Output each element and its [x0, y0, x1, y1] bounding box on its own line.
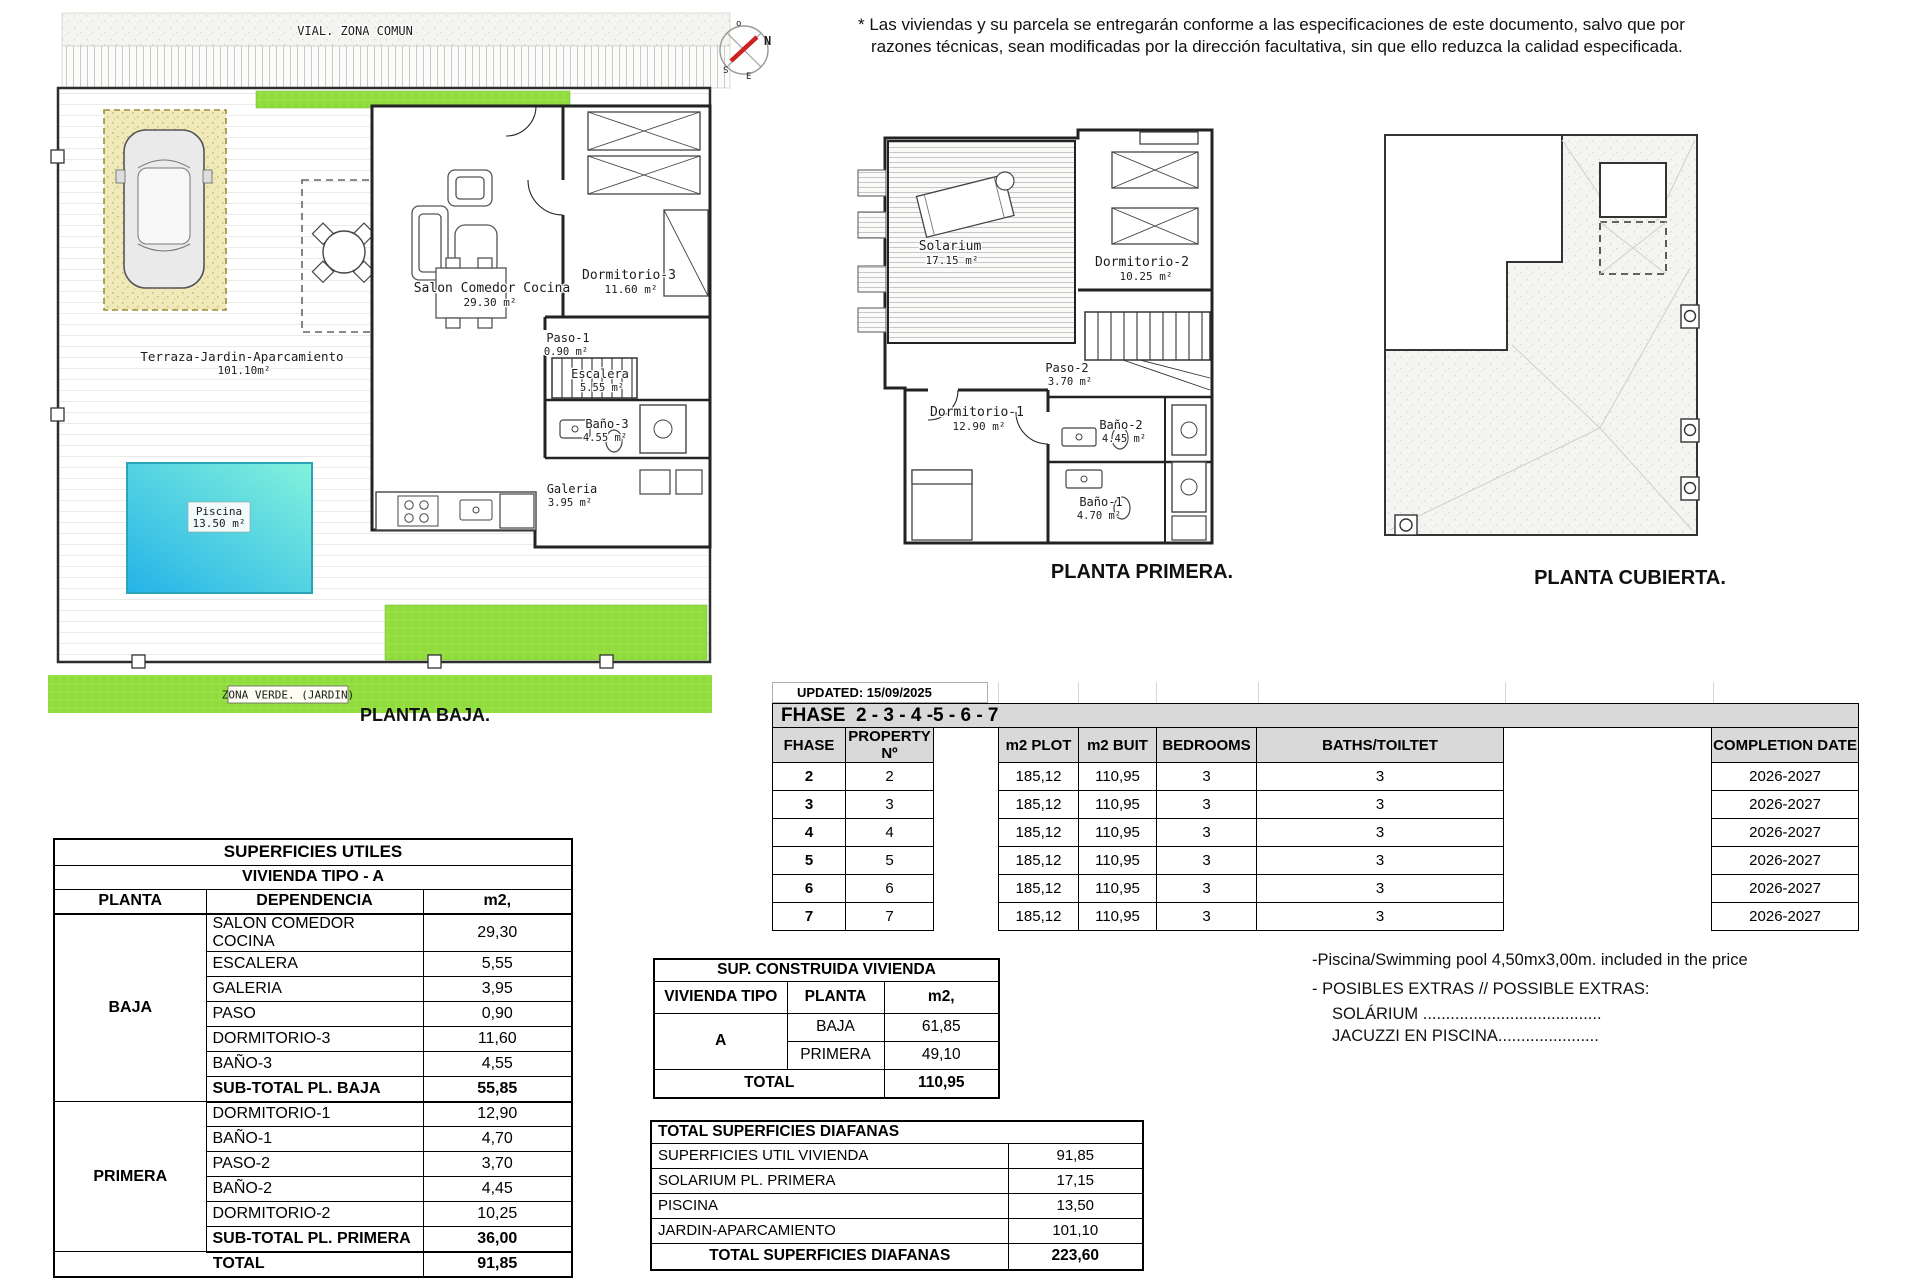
- bano1-area-label: 4.70 m²: [1076, 510, 1122, 522]
- col-header-m2: m2,: [423, 889, 572, 914]
- cell: 3: [1257, 791, 1504, 819]
- compass-north-label: N: [764, 34, 772, 48]
- cell: PASO-2: [206, 1152, 423, 1177]
- cell: 3: [1257, 819, 1504, 847]
- table-title: SUP. CONSTRUIDA VIVIENDA: [654, 959, 999, 981]
- cell: 12,90: [423, 1102, 572, 1127]
- gap-cell: [1504, 763, 1712, 791]
- cell: 3: [846, 791, 934, 819]
- disclaimer-line2: razones técnicas, sean modificadas por la dirección facultativa, sin que ello reduzca la calidad especificada.: [871, 37, 1683, 56]
- solarium-label: Solarium: [918, 239, 982, 254]
- planta-baja-plan: [48, 13, 730, 725]
- cell: 7: [846, 903, 934, 931]
- tipo-label: A: [654, 1013, 787, 1069]
- cell: 36,00: [423, 1227, 572, 1252]
- dormitorio2-area-label: 10.25 m²: [1119, 270, 1173, 283]
- cell: 3: [1157, 819, 1257, 847]
- cell: 110,95: [1079, 791, 1157, 819]
- cell: 110,95: [1079, 875, 1157, 903]
- cell: 4: [773, 819, 846, 847]
- superficies-utiles-table: [53, 838, 573, 1278]
- paso1-label: Paso-1: [546, 331, 590, 345]
- phase-row: [773, 763, 1859, 791]
- terraza-area-label: 101.10m²: [217, 364, 271, 377]
- cell: 5: [773, 847, 846, 875]
- cell: 3: [1157, 847, 1257, 875]
- cell: SALON COMEDOR COCINA: [206, 914, 423, 952]
- cell: JARDIN-APARCAMIENTO: [651, 1218, 1008, 1243]
- cell: 185,12: [999, 847, 1079, 875]
- house-ground-floor: [372, 106, 710, 547]
- cell: 185,12: [999, 763, 1079, 791]
- cell: BAJA: [787, 1013, 884, 1041]
- cell: ESCALERA: [206, 952, 423, 977]
- compass-west-label: o: [736, 19, 742, 29]
- cell: SOLARIUM PL. PRIMERA: [651, 1168, 1008, 1193]
- dormitorio3-label: Dormitorio-3: [582, 268, 676, 283]
- cell: 10,25: [423, 1202, 572, 1227]
- cell: 101,10: [1008, 1218, 1143, 1243]
- paso2-label: Paso-2: [1045, 361, 1089, 375]
- paso2-area-label: 3.70 m²: [1047, 376, 1093, 388]
- planta-group-label: PRIMERA: [54, 1102, 206, 1252]
- sup-construida-table: [653, 958, 1000, 1099]
- planta-primera-title: PLANTA PRIMERA.: [1050, 561, 1234, 583]
- piscina-area-label: 13.50 m²: [192, 517, 246, 530]
- salon-label: Salon Comedor Cocina: [413, 281, 571, 296]
- cell: 0,90: [423, 1002, 572, 1027]
- gridline: [1505, 682, 1506, 703]
- updated-date: UPDATED: 15/09/2025: [772, 682, 988, 703]
- cell: 3: [1257, 903, 1504, 931]
- cell: 3: [1157, 791, 1257, 819]
- cell: 49,10: [884, 1041, 999, 1069]
- extra-jacuzzi: JACUZZI EN PISCINA......................: [1332, 1027, 1599, 1045]
- phase-row: [773, 791, 1859, 819]
- gap-cell: [1504, 819, 1712, 847]
- galeria-area-label: 3.95 m²: [547, 497, 593, 509]
- cell: 11,60: [423, 1027, 572, 1052]
- cell: 3: [1157, 903, 1257, 931]
- cell: BAÑO-2: [206, 1177, 423, 1202]
- col-header-planta: PLANTA: [787, 981, 884, 1013]
- table-row: [651, 1143, 1143, 1168]
- notes-block: [1312, 949, 1872, 1047]
- car-icon: [116, 130, 212, 288]
- paso1-area-label: 0.90 m²: [543, 346, 589, 358]
- cell: 3: [1157, 875, 1257, 903]
- gap-cell: [934, 903, 999, 931]
- col-header-bedrooms: BEDROOMS: [1157, 728, 1257, 763]
- cell: 2026-2027: [1712, 819, 1859, 847]
- salon-area-label: 29.30 m²: [463, 296, 517, 309]
- planta-group-label: BAJA: [54, 914, 206, 1102]
- cell: 110,95: [1079, 763, 1157, 791]
- col-header-plot: m2 PLOT: [999, 728, 1079, 763]
- table-title: SUPERFICIES UTILES: [54, 839, 572, 865]
- gap-cell: [934, 875, 999, 903]
- cell: 2026-2027: [1712, 791, 1859, 819]
- table-row: [654, 1013, 999, 1041]
- phase-row: [773, 819, 1859, 847]
- cell: 3: [1257, 847, 1504, 875]
- gap-cell: [934, 819, 999, 847]
- cell: 2026-2027: [1712, 763, 1859, 791]
- col-header-completion: COMPLETION DATE: [1712, 728, 1859, 763]
- cell: 55,85: [423, 1077, 572, 1102]
- phase-row: [773, 847, 1859, 875]
- cell: 185,12: [999, 819, 1079, 847]
- solarium-area-label: 17.15 m²: [925, 254, 979, 267]
- cell: 3: [1257, 875, 1504, 903]
- extra-solarium: SOLÁRIUM .......................................: [1332, 1005, 1602, 1023]
- solarium-area: [888, 141, 1075, 343]
- cell: PISCINA: [651, 1193, 1008, 1218]
- cell: SUB-TOTAL PL. BAJA: [206, 1077, 423, 1102]
- terraza-label: Terraza-Jardin-Aparcamiento: [140, 349, 344, 364]
- cell: 3,95: [423, 977, 572, 1002]
- col-header-fhase: FHASE: [773, 728, 846, 763]
- cell: DORMITORIO-3: [206, 1027, 423, 1052]
- cell: 13,50: [1008, 1193, 1143, 1218]
- cell: 110,95: [1079, 819, 1157, 847]
- gridline: [1713, 682, 1714, 703]
- cell: 110,95: [884, 1069, 999, 1098]
- total-row: [651, 1243, 1143, 1270]
- bano1-label: Baño-1: [1079, 495, 1123, 509]
- gap-cell: [1504, 847, 1712, 875]
- bano3-area-label: 4.55 m²: [582, 432, 628, 444]
- cell: 223,60: [1008, 1243, 1143, 1270]
- gridline: [998, 682, 999, 703]
- cell: 110,95: [1079, 847, 1157, 875]
- cell: 17,15: [1008, 1168, 1143, 1193]
- cell: 91,85: [1008, 1143, 1143, 1168]
- cell: PASO: [206, 1002, 423, 1027]
- cell: 3,70: [423, 1152, 572, 1177]
- kitchen-furniture: [376, 492, 536, 530]
- cell: 3: [1257, 763, 1504, 791]
- table-row: [54, 914, 572, 952]
- diafanas-table: [650, 1120, 1144, 1271]
- diafanas-section: [650, 1120, 1144, 1271]
- gridline: [1078, 682, 1079, 703]
- dormitorio1-label: Dormitorio-1: [930, 405, 1024, 420]
- gap-cell: [934, 791, 999, 819]
- bano2-area-label: 4.45 m²: [1101, 433, 1147, 445]
- total-row: [54, 1252, 572, 1277]
- vial-zona-comun-label: VIAL. ZONA COMUN: [297, 24, 413, 38]
- cell: 6: [846, 875, 934, 903]
- cell: 5: [846, 847, 934, 875]
- dormitorio2-label: Dormitorio-2: [1095, 255, 1189, 270]
- cell: 185,12: [999, 875, 1079, 903]
- cell: SUPERFICIES UTIL VIVIENDA: [651, 1143, 1008, 1168]
- dormitorio1-area-label: 12.90 m²: [952, 420, 1006, 433]
- table-subtitle: VIVIENDA TIPO - A: [54, 865, 572, 889]
- cell: 6: [773, 875, 846, 903]
- gap-cell: [1504, 728, 1712, 763]
- pool-included-note: -Piscina/Swimming pool 4,50mx3,00m. included in the price: [1312, 951, 1748, 969]
- cell: 185,12: [999, 791, 1079, 819]
- phase-table: [772, 703, 1859, 931]
- planta-cubierta-title: PLANTA CUBIERTA.: [1534, 567, 1726, 589]
- phase-band-title: FHASE 2 - 3 - 4 -5 - 6 - 7: [773, 704, 1859, 728]
- escalera-area-label: 5.55 m²: [579, 382, 625, 394]
- disclaimer-line1: * Las viviendas y su parcela se entregarán conforme a las especificaciones de este documento, salvo que por: [858, 15, 1685, 34]
- cell: TOTAL SUPERFICIES DIAFANAS: [651, 1243, 1008, 1270]
- table-row: [651, 1218, 1143, 1243]
- green-area-bottom: [385, 605, 707, 660]
- phase-row: [773, 903, 1859, 931]
- cell: 29,30: [423, 914, 572, 952]
- cell: 2: [846, 763, 934, 791]
- cell: 4,70: [423, 1127, 572, 1152]
- col-header-tipo: VIVIENDA TIPO: [654, 981, 787, 1013]
- col-header-built: m2 BUIT: [1079, 728, 1157, 763]
- dormitorio3-area-label: 11.60 m²: [604, 283, 658, 296]
- gridline: [1258, 682, 1259, 703]
- gap-cell: [934, 763, 999, 791]
- gap-cell: [1504, 875, 1712, 903]
- phase-row: [773, 875, 1859, 903]
- col-header-m2: m2,: [884, 981, 999, 1013]
- sup-construida-section: [653, 958, 1000, 1099]
- gap-cell: [934, 847, 999, 875]
- cell: 91,85: [423, 1252, 572, 1277]
- gap-cell: [1504, 791, 1712, 819]
- table-title: TOTAL SUPERFICIES DIAFANAS: [651, 1121, 1143, 1143]
- table-row: [651, 1193, 1143, 1218]
- bedroom1-furniture: [912, 470, 972, 540]
- compass-east-label: E: [746, 72, 752, 82]
- piscina-label: Piscina: [195, 505, 243, 518]
- col-header-baths: BATHS/TOILTET: [1257, 728, 1504, 763]
- cell: 61,85: [884, 1013, 999, 1041]
- zona-verde-label: ZONA VERDE. (JARDIN): [221, 688, 355, 702]
- cell: BAÑO-1: [206, 1127, 423, 1152]
- cell: 2026-2027: [1712, 903, 1859, 931]
- planta-baja-title: PLANTA BAJA.: [360, 705, 490, 725]
- cell: GALERIA: [206, 977, 423, 1002]
- cell: 5,55: [423, 952, 572, 977]
- cell: 2: [773, 763, 846, 791]
- cell: TOTAL: [54, 1252, 423, 1277]
- col-header-dependencia: DEPENDENCIA: [206, 889, 423, 914]
- col-header-planta: PLANTA: [54, 889, 206, 914]
- gridline: [1156, 682, 1157, 703]
- pool: [127, 463, 312, 593]
- gap-cell: [934, 728, 999, 763]
- cell: 3: [773, 791, 846, 819]
- cell: SUB-TOTAL PL. PRIMERA: [206, 1227, 423, 1252]
- cell: 4,55: [423, 1052, 572, 1077]
- escalera-label: Escalera: [571, 367, 629, 381]
- bano2-label: Baño-2: [1099, 418, 1143, 432]
- cell: 110,95: [1079, 903, 1157, 931]
- table-row: [651, 1168, 1143, 1193]
- cell: 185,12: [999, 903, 1079, 931]
- cell: 2026-2027: [1712, 847, 1859, 875]
- superficies-utiles-section: [53, 838, 573, 1278]
- cell: 2026-2027: [1712, 875, 1859, 903]
- cell: 4,45: [423, 1177, 572, 1202]
- extras-title: - POSIBLES EXTRAS // POSSIBLE EXTRAS:: [1312, 980, 1650, 998]
- planta-primera-plan: [858, 130, 1233, 583]
- disclaimer-note: [858, 14, 1858, 58]
- cell: 4: [846, 819, 934, 847]
- galeria-label: Galeria: [546, 482, 598, 496]
- compass-south-label: S: [723, 66, 729, 76]
- col-header-property: PROPERTY Nº: [846, 728, 934, 763]
- total-row: [654, 1069, 999, 1098]
- cell: PRIMERA: [787, 1041, 884, 1069]
- gap-cell: [1504, 903, 1712, 931]
- table-row: [54, 1102, 572, 1127]
- parking-space: [104, 110, 226, 310]
- cell: 3: [1157, 763, 1257, 791]
- planta-cubierta-plan: [1385, 135, 1726, 589]
- terrace-edge-stubs: [858, 170, 886, 332]
- bano3-label: Baño-3: [585, 417, 629, 431]
- cell: TOTAL: [654, 1069, 884, 1098]
- cell: BAÑO-3: [206, 1052, 423, 1077]
- cell: 7: [773, 903, 846, 931]
- cell: DORMITORIO-1: [206, 1102, 423, 1127]
- cell: DORMITORIO-2: [206, 1202, 423, 1227]
